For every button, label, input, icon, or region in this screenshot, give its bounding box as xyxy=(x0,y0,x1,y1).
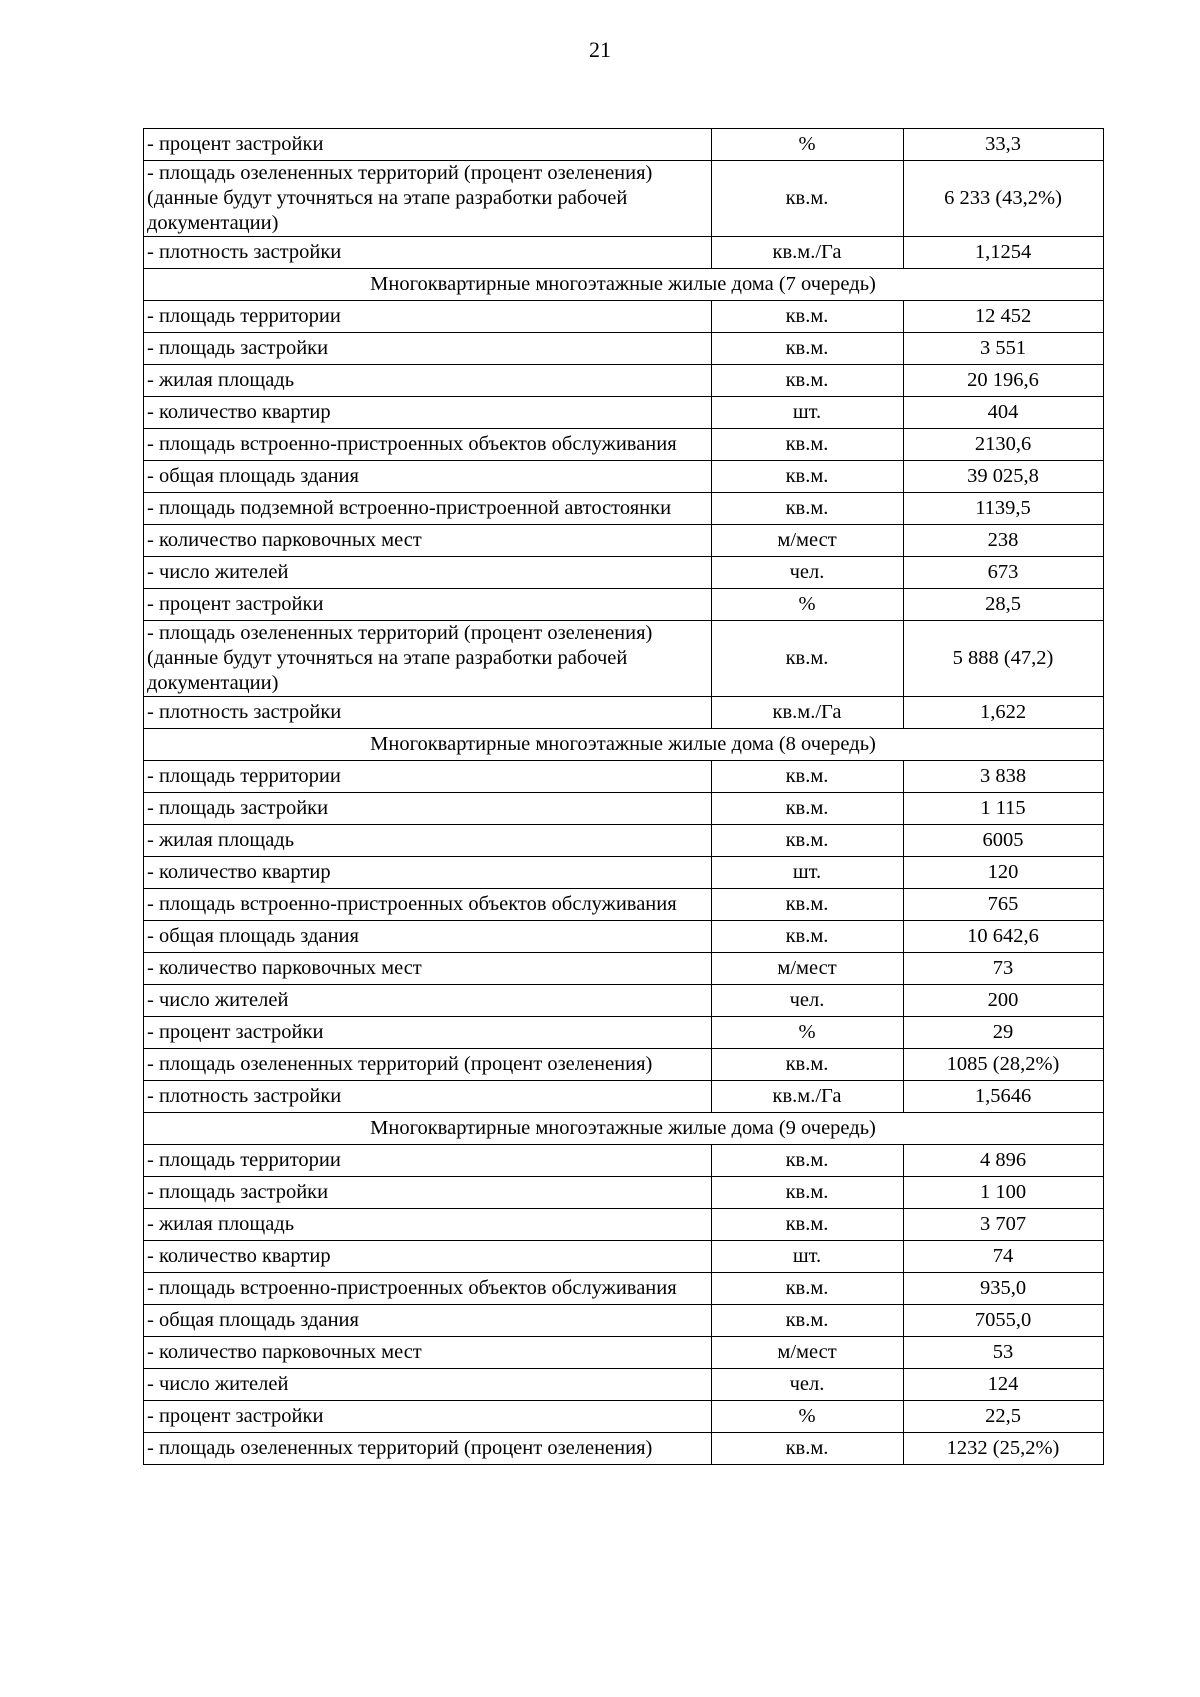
indicators-table-body xyxy=(144,129,1104,1465)
table-row xyxy=(144,237,1104,269)
unit-cell: кв.м. xyxy=(712,1049,904,1081)
unit-cell: кв.м. xyxy=(712,493,904,525)
param-cell: - жилая площадь xyxy=(144,825,712,857)
value-cell: 29 xyxy=(904,1017,1104,1049)
section-title: Многоквартирные многоэтажные жилые дома (7 очередь) xyxy=(144,269,1104,301)
table-row xyxy=(144,397,1104,429)
table-row xyxy=(144,525,1104,557)
param-cell: - площадь территории xyxy=(144,761,712,793)
table-row xyxy=(144,793,1104,825)
value-cell: 39 025,8 xyxy=(904,461,1104,493)
value-cell: 765 xyxy=(904,889,1104,921)
param-cell: - площадь подземной встроенно-пристроенной автостоянки xyxy=(144,493,712,525)
table-row xyxy=(144,1369,1104,1401)
param-cell: - плотность застройки xyxy=(144,237,712,269)
unit-cell: кв.м. xyxy=(712,1433,904,1465)
unit-cell: % xyxy=(712,1401,904,1433)
param-cell: - общая площадь здания xyxy=(144,1305,712,1337)
value-cell: 7055,0 xyxy=(904,1305,1104,1337)
table-row xyxy=(144,697,1104,729)
table-row xyxy=(144,161,1104,237)
value-cell: 12 452 xyxy=(904,301,1104,333)
value-cell: 5 888 (47,2) xyxy=(904,621,1104,697)
unit-cell: м/мест xyxy=(712,953,904,985)
value-cell: 1 100 xyxy=(904,1177,1104,1209)
table-row xyxy=(144,461,1104,493)
table-row xyxy=(144,985,1104,1017)
table-row xyxy=(144,365,1104,397)
unit-cell: кв.м. xyxy=(712,365,904,397)
table-row xyxy=(144,1273,1104,1305)
section-title: Многоквартирные многоэтажные жилые дома (8 очередь) xyxy=(144,729,1104,761)
param-cell: - процент застройки xyxy=(144,589,712,621)
param-cell: - площадь встроенно-пристроенных объектов обслуживания xyxy=(144,1273,712,1305)
param-cell: - площадь территории xyxy=(144,301,712,333)
page-number: 21 xyxy=(589,37,611,62)
param-cell: - плотность застройки xyxy=(144,1081,712,1113)
value-cell: 20 196,6 xyxy=(904,365,1104,397)
indicators-table xyxy=(143,128,1104,1465)
table-row xyxy=(144,1081,1104,1113)
table-row xyxy=(144,301,1104,333)
unit-cell: % xyxy=(712,589,904,621)
unit-cell: шт. xyxy=(712,857,904,889)
param-cell: - процент застройки xyxy=(144,1017,712,1049)
table-row xyxy=(144,129,1104,161)
unit-cell: кв.м. xyxy=(712,761,904,793)
value-cell: 74 xyxy=(904,1241,1104,1273)
table-row xyxy=(144,921,1104,953)
section-header-row xyxy=(144,729,1104,761)
section-header-row xyxy=(144,269,1104,301)
unit-cell: % xyxy=(712,129,904,161)
value-cell: 4 896 xyxy=(904,1145,1104,1177)
table-row xyxy=(144,1241,1104,1273)
param-cell: - площадь застройки xyxy=(144,1177,712,1209)
section-header-row xyxy=(144,1113,1104,1145)
param-cell: - жилая площадь xyxy=(144,365,712,397)
param-cell: - общая площадь здания xyxy=(144,921,712,953)
value-cell: 1139,5 xyxy=(904,493,1104,525)
param-cell: - площадь озелененных территорий (процент озеленения) xyxy=(144,1433,712,1465)
unit-cell: кв.м. xyxy=(712,825,904,857)
param-cell: - плотность застройки xyxy=(144,697,712,729)
value-cell: 1,1254 xyxy=(904,237,1104,269)
value-cell: 3 551 xyxy=(904,333,1104,365)
param-cell: - количество парковочных мест xyxy=(144,1337,712,1369)
table-row xyxy=(144,761,1104,793)
unit-cell: кв.м. xyxy=(712,461,904,493)
table-row xyxy=(144,621,1104,697)
param-cell: - количество квартир xyxy=(144,1241,712,1273)
param-cell: - площадь озелененных территорий (процент озеленения) xyxy=(144,1049,712,1081)
value-cell: 6005 xyxy=(904,825,1104,857)
unit-cell: чел. xyxy=(712,557,904,589)
table-row xyxy=(144,1177,1104,1209)
unit-cell: кв.м./Га xyxy=(712,697,904,729)
table-row xyxy=(144,1401,1104,1433)
unit-cell: % xyxy=(712,1017,904,1049)
table-row xyxy=(144,1145,1104,1177)
value-cell: 10 642,6 xyxy=(904,921,1104,953)
value-cell: 404 xyxy=(904,397,1104,429)
value-cell: 6 233 (43,2%) xyxy=(904,161,1104,237)
unit-cell: кв.м. xyxy=(712,161,904,237)
value-cell: 1232 (25,2%) xyxy=(904,1433,1104,1465)
table-row xyxy=(144,1305,1104,1337)
value-cell: 3 838 xyxy=(904,761,1104,793)
value-cell: 1,5646 xyxy=(904,1081,1104,1113)
param-cell: - количество парковочных мест xyxy=(144,525,712,557)
unit-cell: кв.м. xyxy=(712,1145,904,1177)
param-cell: - количество квартир xyxy=(144,397,712,429)
unit-cell: кв.м. xyxy=(712,1305,904,1337)
param-cell: - площадь территории xyxy=(144,1145,712,1177)
value-cell: 2130,6 xyxy=(904,429,1104,461)
section-title: Многоквартирные многоэтажные жилые дома (9 очередь) xyxy=(144,1113,1104,1145)
unit-cell: м/мест xyxy=(712,525,904,557)
value-cell: 1085 (28,2%) xyxy=(904,1049,1104,1081)
unit-cell: кв.м. xyxy=(712,793,904,825)
value-cell: 200 xyxy=(904,985,1104,1017)
unit-cell: кв.м. xyxy=(712,1209,904,1241)
table-row xyxy=(144,333,1104,365)
value-cell: 120 xyxy=(904,857,1104,889)
value-cell: 1,622 xyxy=(904,697,1104,729)
unit-cell: кв.м./Га xyxy=(712,237,904,269)
value-cell: 22,5 xyxy=(904,1401,1104,1433)
table-row xyxy=(144,1433,1104,1465)
param-cell: - площадь встроенно-пристроенных объектов обслуживания xyxy=(144,889,712,921)
param-cell: - площадь встроенно-пристроенных объектов обслуживания xyxy=(144,429,712,461)
param-cell: - число жителей xyxy=(144,985,712,1017)
param-cell: - площадь озелененных территорий (процент озеленения) (данные будут уточняться на этапе разработки рабочей документации) xyxy=(144,621,712,697)
value-cell: 1 115 xyxy=(904,793,1104,825)
param-cell: - площадь озелененных территорий (процент озеленения) (данные будут уточняться на этапе разработки рабочей документации) xyxy=(144,161,712,237)
unit-cell: кв.м./Га xyxy=(712,1081,904,1113)
unit-cell: чел. xyxy=(712,1369,904,1401)
table-row xyxy=(144,1337,1104,1369)
unit-cell: кв.м. xyxy=(712,1177,904,1209)
param-cell: - процент застройки xyxy=(144,1401,712,1433)
table-row xyxy=(144,889,1104,921)
unit-cell: кв.м. xyxy=(712,429,904,461)
table-row xyxy=(144,589,1104,621)
unit-cell: чел. xyxy=(712,985,904,1017)
value-cell: 124 xyxy=(904,1369,1104,1401)
table-row xyxy=(144,1017,1104,1049)
unit-cell: м/мест xyxy=(712,1337,904,1369)
value-cell: 3 707 xyxy=(904,1209,1104,1241)
table-row xyxy=(144,429,1104,461)
param-cell: - число жителей xyxy=(144,1369,712,1401)
unit-cell: кв.м. xyxy=(712,921,904,953)
value-cell: 33,3 xyxy=(904,129,1104,161)
unit-cell: кв.м. xyxy=(712,1273,904,1305)
param-cell: - число жителей xyxy=(144,557,712,589)
unit-cell: шт. xyxy=(712,397,904,429)
table-row xyxy=(144,557,1104,589)
param-cell: - количество квартир xyxy=(144,857,712,889)
unit-cell: шт. xyxy=(712,1241,904,1273)
unit-cell: кв.м. xyxy=(712,333,904,365)
value-cell: 28,5 xyxy=(904,589,1104,621)
value-cell: 673 xyxy=(904,557,1104,589)
table-row xyxy=(144,953,1104,985)
value-cell: 238 xyxy=(904,525,1104,557)
param-cell: - площадь застройки xyxy=(144,333,712,365)
unit-cell: кв.м. xyxy=(712,301,904,333)
param-cell: - жилая площадь xyxy=(144,1209,712,1241)
param-cell: - площадь застройки xyxy=(144,793,712,825)
table-row xyxy=(144,493,1104,525)
table-row xyxy=(144,1049,1104,1081)
value-cell: 73 xyxy=(904,953,1104,985)
value-cell: 53 xyxy=(904,1337,1104,1369)
param-cell: - количество парковочных мест xyxy=(144,953,712,985)
table-row xyxy=(144,1209,1104,1241)
value-cell: 935,0 xyxy=(904,1273,1104,1305)
table-row xyxy=(144,857,1104,889)
table-row xyxy=(144,825,1104,857)
param-cell: - процент застройки xyxy=(144,129,712,161)
unit-cell: кв.м. xyxy=(712,889,904,921)
param-cell: - общая площадь здания xyxy=(144,461,712,493)
unit-cell: кв.м. xyxy=(712,621,904,697)
